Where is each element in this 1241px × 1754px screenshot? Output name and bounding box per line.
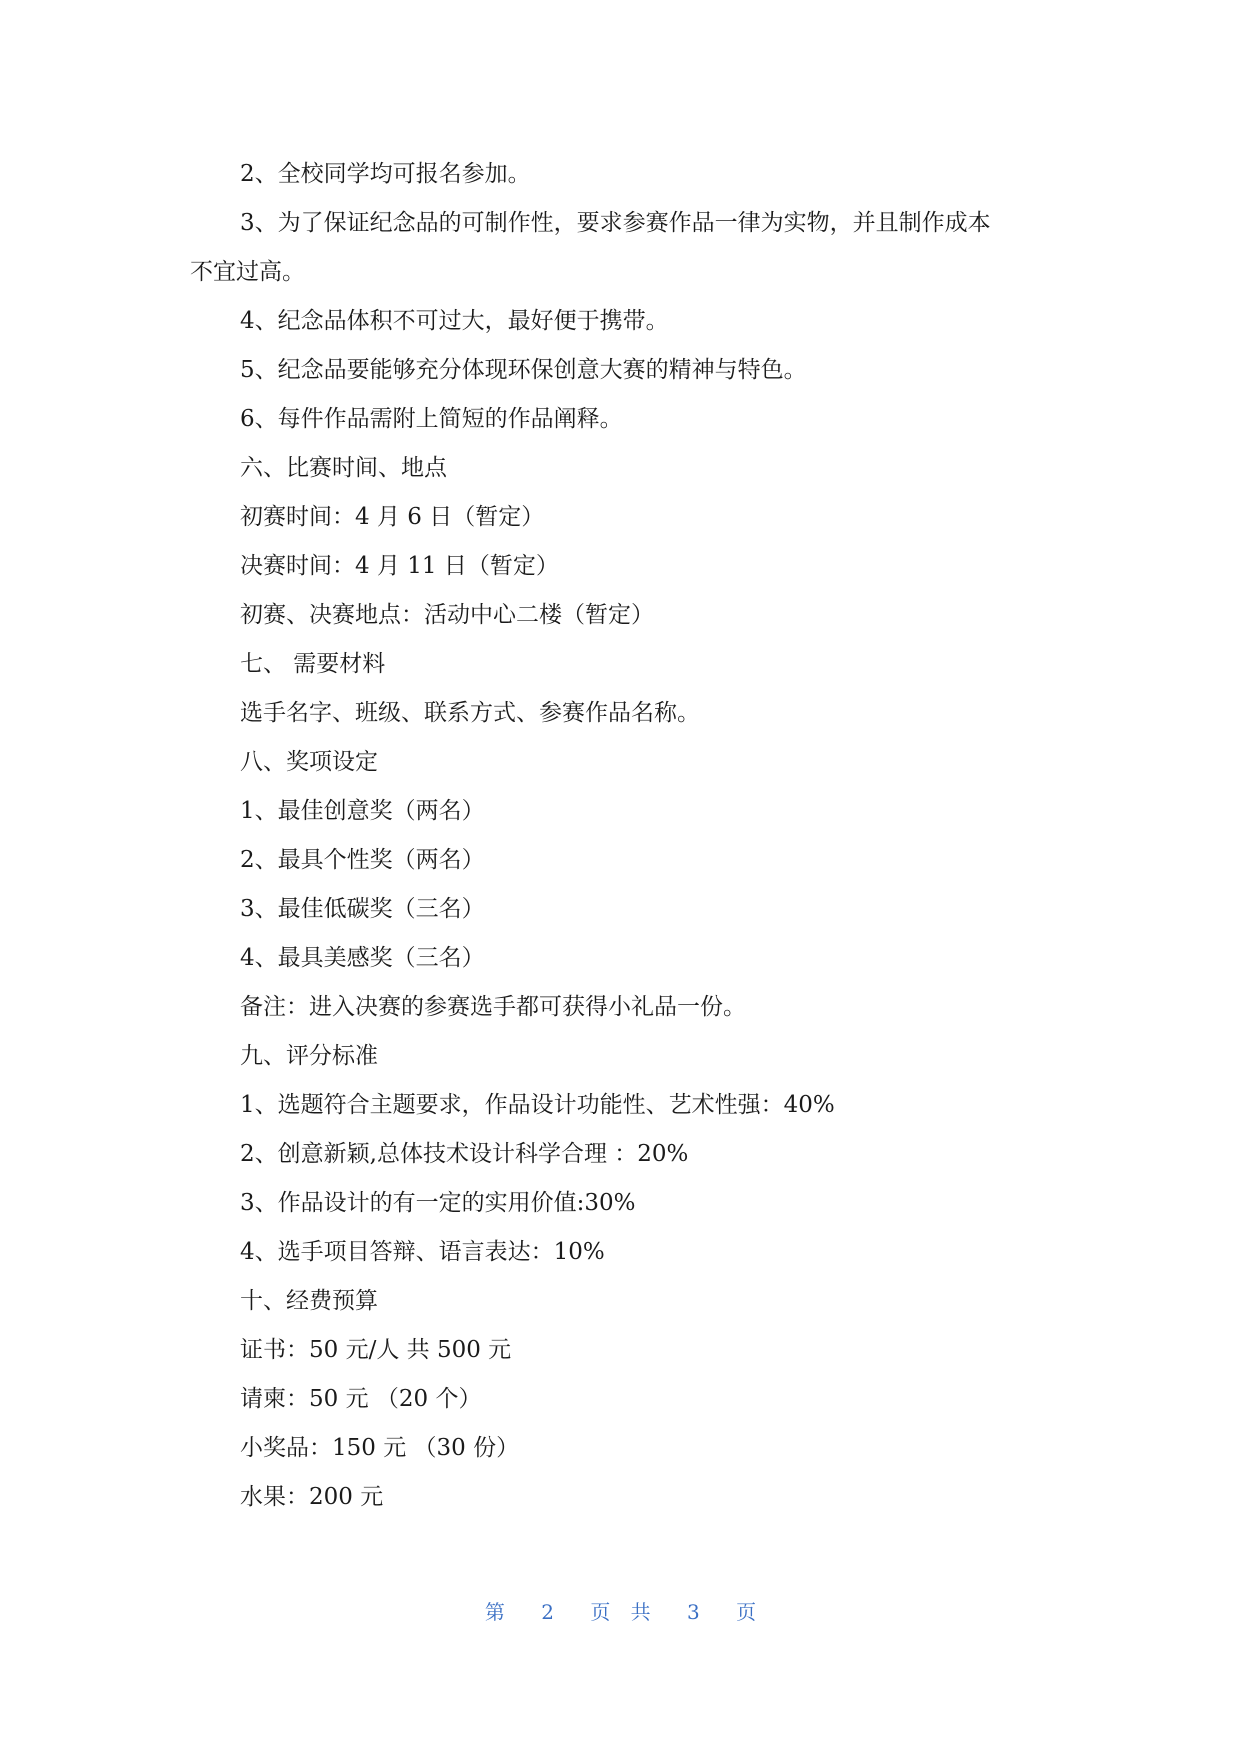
footer-middle: 页 共 xyxy=(590,1600,651,1624)
paragraph: 1、选题符合主题要求，作品设计功能性、艺术性强：40% xyxy=(240,1092,835,1118)
paragraph: 4、最具美感奖（三名） xyxy=(240,945,485,971)
paragraph: 1、最佳创意奖（两名） xyxy=(240,798,485,824)
footer-current-page: 2 xyxy=(541,1600,554,1624)
paragraph: 选手名字、班级、联系方式、参赛作品名称。 xyxy=(240,700,700,726)
paragraph: 七、 需要材料 xyxy=(240,651,386,677)
page-footer xyxy=(0,1596,1241,1625)
paragraph: 请柬：50 元 （20 个） xyxy=(240,1386,482,1412)
paragraph: 九、评分标准 xyxy=(240,1043,378,1069)
paragraph: 六、比赛时间、地点 xyxy=(240,455,447,481)
paragraph: 3、为了保证纪念品的可制作性，要求参赛作品一律为实物，并且制作成本 xyxy=(240,210,991,236)
paragraph: 4、选手项目答辩、语言表达：10% xyxy=(240,1239,605,1265)
paragraph: 备注：进入决赛的参赛选手都可获得小礼品一份。 xyxy=(240,994,746,1020)
paragraph: 十、经费预算 xyxy=(240,1288,378,1314)
paragraph: 2、创意新颖,总体技术设计科学合理 ：20% xyxy=(240,1141,689,1167)
paragraph: 2、全校同学均可报名参加。 xyxy=(240,161,531,187)
paragraph: 证书：50 元/人 共 500 元 xyxy=(240,1337,512,1363)
paragraph: 4、纪念品体积不可过大，最好便于携带。 xyxy=(240,308,669,334)
footer-total-pages: 3 xyxy=(687,1600,700,1624)
document-body xyxy=(190,150,1070,1522)
paragraph: 3、最佳低碳奖（三名） xyxy=(240,896,485,922)
paragraph: 决赛时间：4 月 11 日（暂定） xyxy=(240,553,559,579)
paragraph: 小奖品：150 元 （30 份） xyxy=(240,1435,520,1461)
paragraph: 水果：200 元 xyxy=(240,1484,384,1510)
footer-suffix: 页 xyxy=(736,1600,757,1624)
paragraph: 初赛时间：4 月 6 日（暂定） xyxy=(240,504,545,530)
paragraph: 5、纪念品要能够充分体现环保创意大赛的精神与特色。 xyxy=(240,357,807,383)
footer-prefix: 第 xyxy=(484,1600,505,1624)
paragraph: 不宜过高。 xyxy=(190,259,305,285)
paragraph: 6、每件作品需附上简短的作品阐释。 xyxy=(240,406,623,432)
paragraph: 八、奖项设定 xyxy=(240,749,378,775)
paragraph: 3、作品设计的有一定的实用价值:30% xyxy=(240,1190,636,1216)
paragraph: 初赛、决赛地点：活动中心二楼（暂定） xyxy=(240,602,654,628)
paragraph: 2、最具个性奖（两名） xyxy=(240,847,485,873)
